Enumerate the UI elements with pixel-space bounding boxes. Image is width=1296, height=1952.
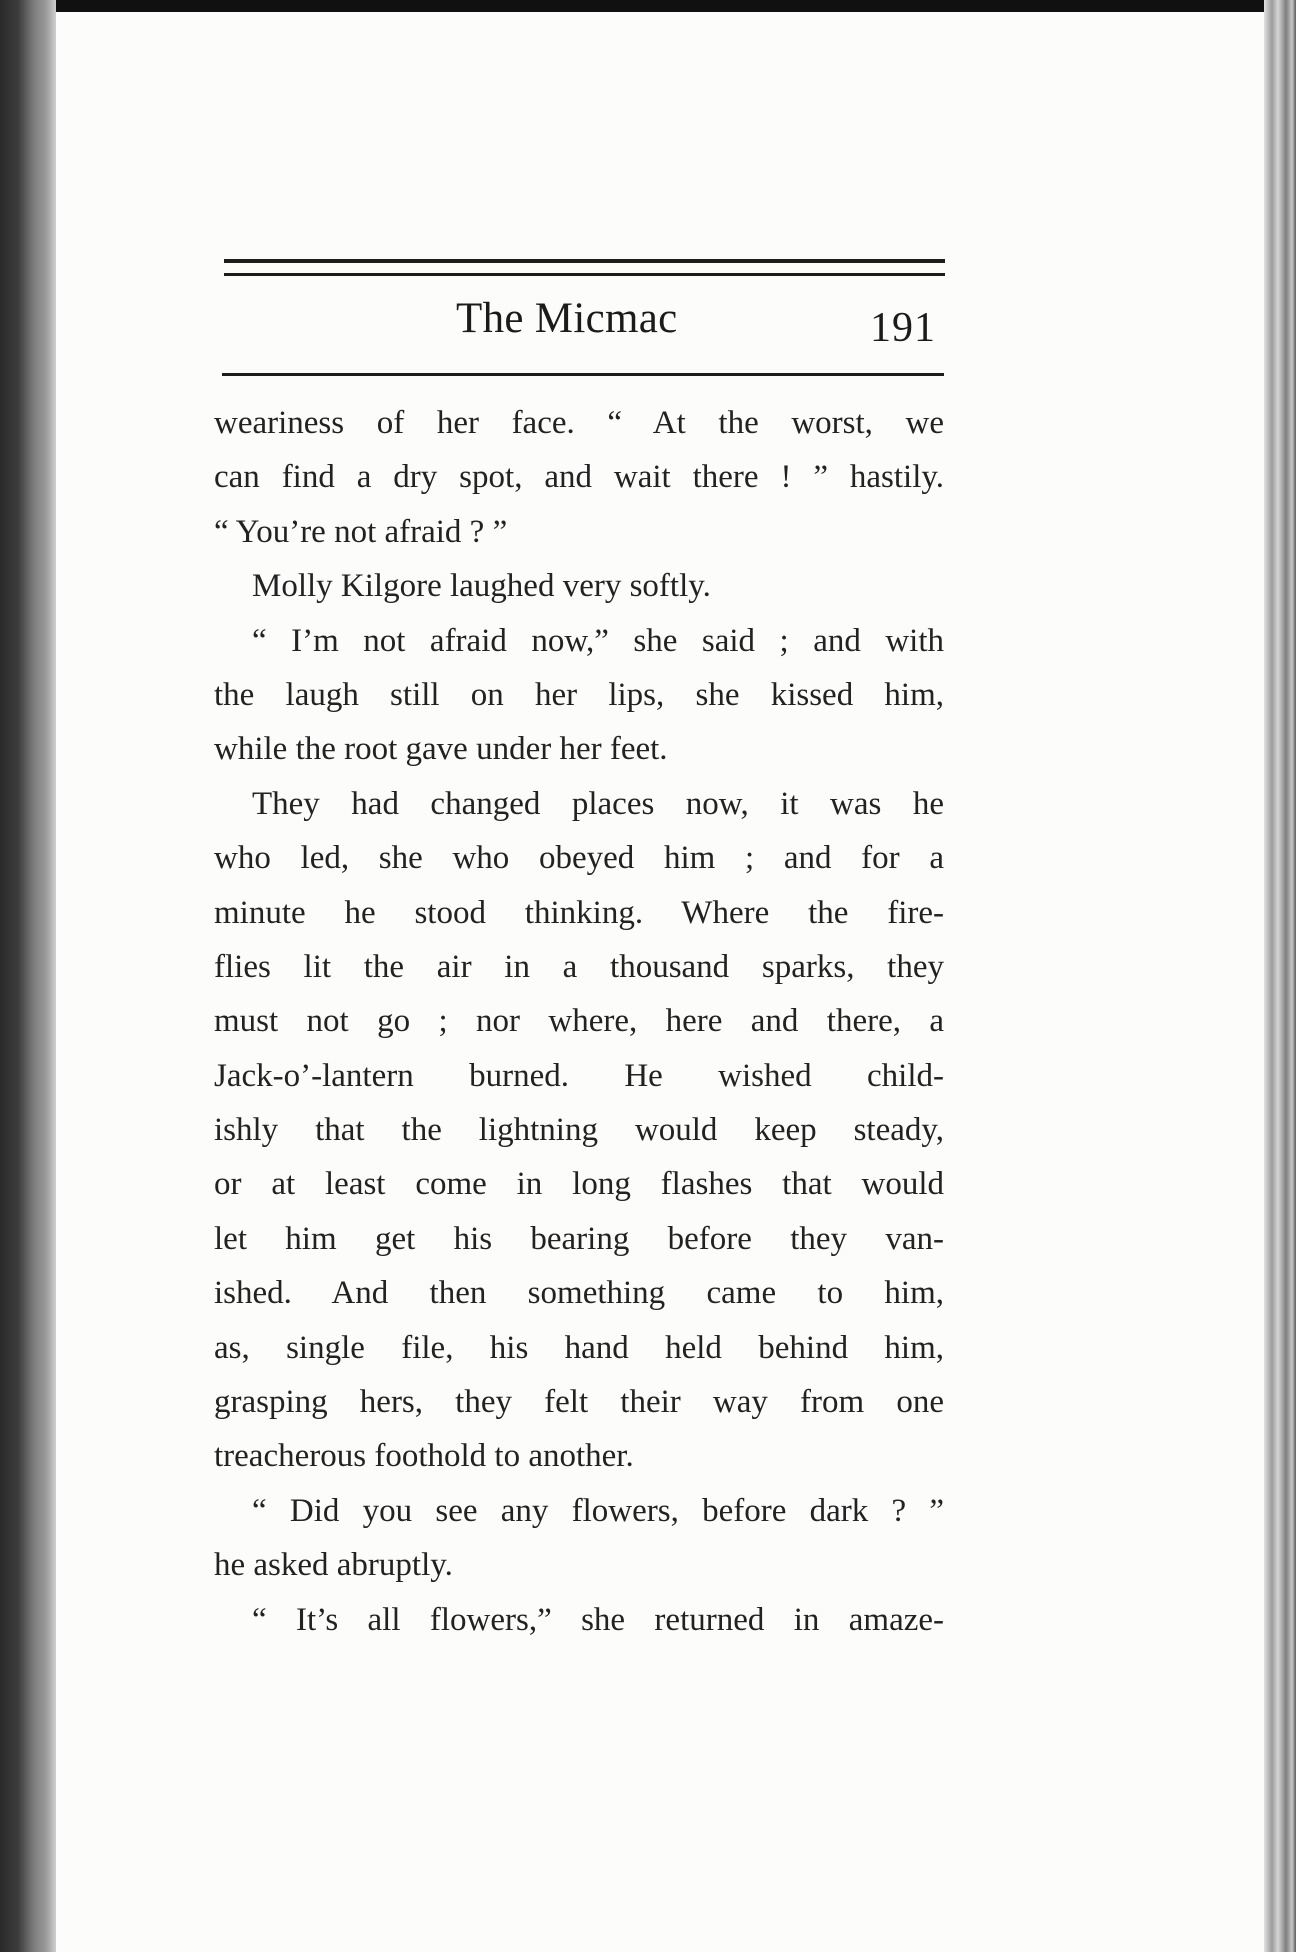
text-line: as, single file, his hand held behind him, <box>214 1329 944 1366</box>
text-line: “ Did you see any flowers, before dark ? ” <box>252 1492 944 1529</box>
header-rule-second <box>224 273 945 276</box>
text-line: he asked abruptly. <box>214 1547 453 1584</box>
text-line: let him get his bearing before they van- <box>214 1220 944 1257</box>
text-line: ished. And then something came to him, <box>214 1275 944 1312</box>
text-line: “ It’s all flowers,” she returned in amaze- <box>252 1601 944 1638</box>
text-line: the laugh still on her lips, she kissed him, <box>214 676 944 713</box>
book-binding-edge <box>0 0 56 1952</box>
text-line: weariness of her face. “ At the worst, we <box>214 405 944 441</box>
text-line: while the root gave under her feet. <box>214 731 668 768</box>
text-line: treacherous foothold to another. <box>214 1438 634 1475</box>
page-number: 191 <box>870 305 936 351</box>
page-stack-edge <box>1264 0 1296 1952</box>
text-line: minute he stood thinking. Where the fire- <box>214 894 944 931</box>
text-line: “ I’m not afraid now,” she said ; and with <box>252 622 944 659</box>
text-line: can find a dry spot, and wait there ! ” hastily. <box>214 459 944 496</box>
header-rule-top <box>224 259 945 263</box>
running-title: The Micmac <box>456 295 678 342</box>
text-line: ishly that the lightning would keep steady, <box>214 1112 944 1149</box>
text-line: “ You’re not afraid ? ” <box>214 513 508 550</box>
text-line: flies lit the air in a thousand sparks, they <box>214 948 944 985</box>
text-line: Molly Kilgore laughed very softly. <box>252 568 711 605</box>
text-line: They had changed places now, it was he <box>252 785 944 822</box>
text-line: grasping hers, they felt their way from one <box>214 1384 944 1421</box>
text-line: Jack-o’-lantern burned. He wished child- <box>214 1057 944 1094</box>
text-line: must not go ; nor where, here and there, a <box>214 1003 944 1040</box>
header-rule-bottom <box>222 373 944 376</box>
text-line: or at least come in long flashes that would <box>214 1166 944 1203</box>
text-line: who led, she who obeyed him ; and for a <box>214 840 944 877</box>
body-text <box>214 396 944 1647</box>
